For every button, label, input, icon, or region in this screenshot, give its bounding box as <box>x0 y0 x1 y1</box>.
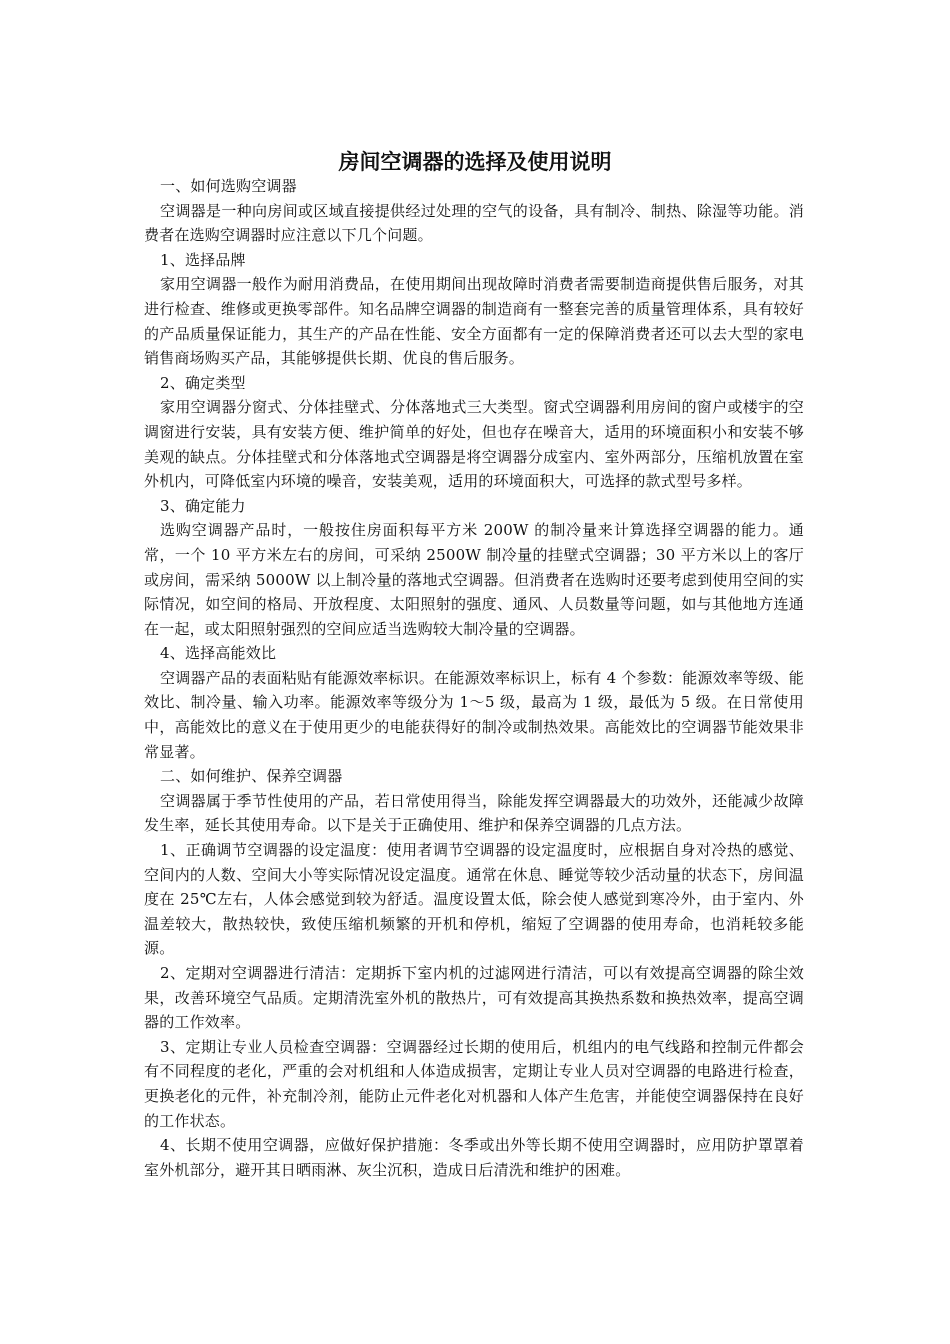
paragraph-maintenance-intro: 空调器属于季节性使用的产品，若日常使用得当，除能发挥空调器最大的功效外，还能减少故障发生率，延长其使用寿命。以下是关于正确使用、维护和保养空调器的几点方法。 <box>144 791 804 835</box>
paragraph-type: 家用空调器分窗式、分体挂壁式、分体落地式三大类型。窗式空调器利用房间的窗户或楼宇的空调窗进行安装，具有安装方便、维护简单的好处，但也存在噪音大，适用的环境面积小和安装不够美观的缺点。分体挂壁式和分体落地式空调器是将空调器分成室内、室外两部分，压缩机放置在室外机内，可降低室内环境的噪音，安装美观，适用的环境面积大，可选择的款式型号多样。 <box>144 398 804 491</box>
section-heading-2: 二、如何维护、保养空调器 <box>160 767 343 786</box>
paragraph-protection: 4、长期不使用空调器，应做好保护措施：冬季或出外等长期不使用空调器时，应用防护罩罩着室外机部分，避开其日晒雨淋、灰尘沉积，造成日后清洗和维护的困难。 <box>144 1136 804 1179</box>
paragraph-inspection: 3、定期让专业人员检查空调器：空调器经过长期的使用后，机组内的电气线路和控制元件都会有不同程度的老化，严重的会对机组和人体造成损害，定期让专业人员对空调器的电路进行检查，更换老化的元件，补充制冷剂，能防止元件老化对机器和人体产生危害，并能使空调器保持在良好的工作状态。 <box>144 1037 804 1130</box>
document-body <box>144 174 804 1182</box>
subheading-efficiency: 4、选择高能效比 <box>160 644 277 663</box>
paragraph-temperature: 1、正确调节空调器的设定温度：使用者调节空调器的设定温度时，应根据自身对冷热的感觉、空间内的人数、空间大小等实际情况设定温度。通常在休息、睡觉等较少活动量的状态下，房间温度在 25℃左右，人体会感觉到较为舒适。温度设置太低，除会使人感觉到寒冷外，由于室内、外温差较大，散热较快，致使压缩机频繁的开机和停机，缩短了空调器的使用寿命，也消耗较多能源。 <box>144 841 804 958</box>
subheading-brand: 1、选择品牌 <box>160 250 246 269</box>
paragraph-brand: 家用空调器一般作为耐用消费品，在使用期间出现故障时消费者需要制造商提供售后服务，对其进行检查、维修或更换零部件。知名品牌空调器的制造商有一整套完善的质量管理体系，具有较好的产品质量保证能力，其生产的产品在性能、安全方面都有一定的保障消费者还可以去大型的家电销售商场购买产品，其能够提供长期、优良的售后服务。 <box>144 275 804 368</box>
paragraph-cleaning: 2、定期对空调器进行清洁：定期拆下室内机的过滤网进行清洁，可以有效提高空调器的除尘效果，改善环境空气品质。定期清洗室外机的散热片，可有效提高其换热系数和换热效率，提高空调器的工作效率。 <box>144 964 804 1032</box>
paragraph-intro: 空调器是一种向房间或区域直接提供经过处理的空气的设备，具有制冷、制热、除湿等功能。消费者在选购空调器时应注意以下几个问题。 <box>144 201 804 245</box>
subheading-capacity: 3、确定能力 <box>160 496 246 515</box>
paragraph-capacity: 选购空调器产品时，一般按住房面积每平方米 200W 的制冷量来计算选择空调器的能力。通常，一个 10 平方米左右的房间，可采纳 2500W 制冷量的挂壁式空调器；30 平方米以上的客厅或房间，需采纳 5000W 以上制冷量的落地式空调器。但消费者在选购时还要考虑到使用空间的实际情况，如空间的格局、开放程度、太阳照射的强度、通风、人员数量等问题，如与其他地方连通在一起，或太阳照射强烈的空间应适当选购较大制冷量的空调器。 <box>144 521 804 638</box>
document-title: 房间空调器的选择及使用说明 <box>338 150 612 174</box>
subheading-type: 2、确定类型 <box>160 373 246 392</box>
section-heading-1: 一、如何选购空调器 <box>160 177 297 195</box>
paragraph-efficiency: 空调器产品的表面粘贴有能源效率标识。在能源效率标识上，标有 4 个参数：能源效率等级、能效比、制冷量、输入功率。能源效率等级分为 1～5 级，最高为 1 级，最低为 5 级。在日常使用中，高能效比的意义在于使用更少的电能获得好的制冷或制热效果。高能效比的空调器节能效果非常显著。 <box>144 668 804 761</box>
